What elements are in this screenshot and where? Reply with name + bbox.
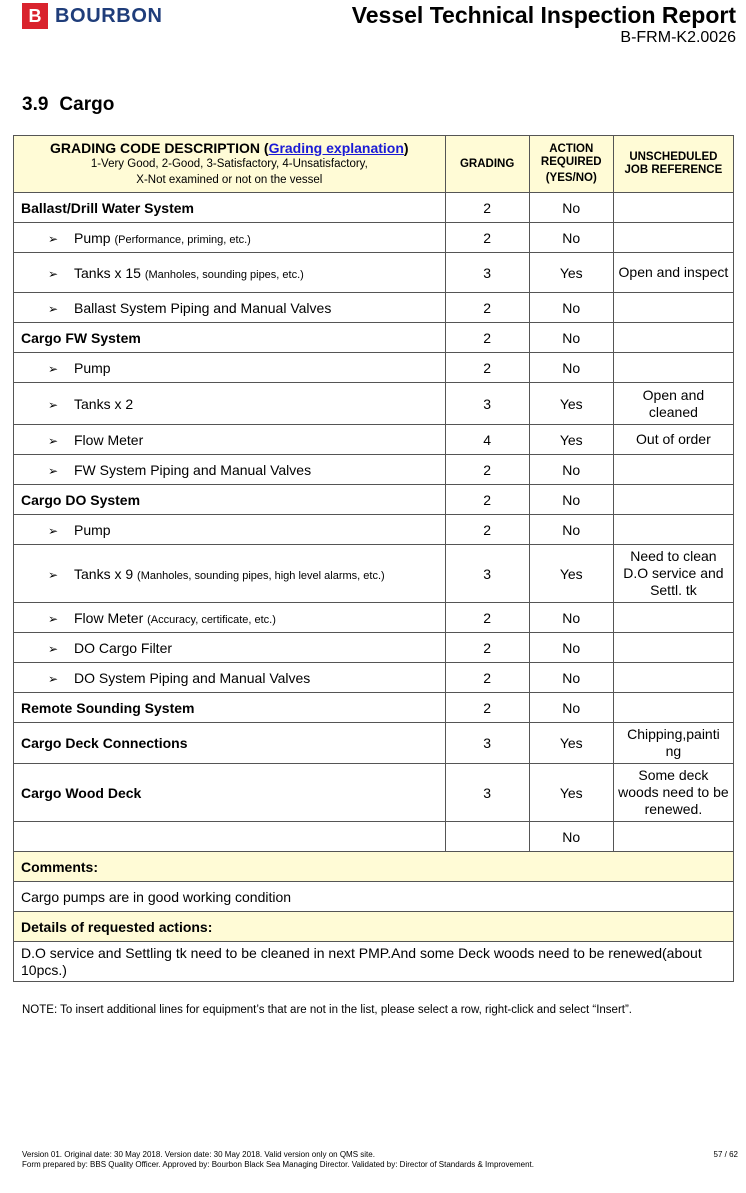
item-label: Pump (74, 229, 111, 246)
jobref-header-line1: UNSCHEDULED (629, 151, 718, 163)
table-row[interactable] (14, 223, 734, 253)
logo-mark-icon: B (22, 3, 48, 29)
action-required-cell[interactable]: No (529, 693, 613, 723)
item-note: (Accuracy, certificate, etc.) (147, 613, 276, 626)
comments-text[interactable]: Cargo pumps are in good working condition (14, 882, 734, 912)
job-reference-cell[interactable] (613, 633, 733, 663)
grading-cell[interactable]: 2 (445, 193, 529, 223)
item-cell (14, 663, 446, 693)
item-cell (14, 603, 446, 633)
grading-cell[interactable]: 3 (445, 723, 529, 764)
item-label: Cargo Wood Deck (21, 784, 142, 801)
job-reference-cell[interactable] (613, 515, 733, 545)
grading-cell[interactable]: 3 (445, 545, 529, 603)
action-required-cell[interactable]: Yes (529, 425, 613, 455)
header-desc-title: GRADING CODE DESCRIPTION ( (49, 140, 269, 156)
job-reference-cell[interactable] (613, 663, 733, 693)
arrow-bullet-icon: ➢ (48, 301, 59, 316)
arrow-bullet-icon: ➢ (48, 266, 59, 281)
grading-cell[interactable]: 2 (445, 455, 529, 485)
arrow-bullet-icon: ➢ (48, 523, 59, 538)
action-required-cell[interactable]: No (529, 515, 613, 545)
grading-header: GRADING (445, 136, 529, 193)
item-label: Flow Meter (74, 609, 144, 626)
action-required-cell[interactable]: No (529, 223, 613, 253)
action-required-cell[interactable]: No (529, 323, 613, 353)
arrow-bullet-icon: ➢ (48, 361, 59, 376)
grading-cell[interactable]: 3 (445, 253, 529, 293)
item-label: Tanks x 2 (74, 395, 134, 412)
arrow-bullet-icon: ➢ (48, 433, 59, 448)
table-row[interactable] (14, 723, 734, 764)
item-label: Ballast/Drill Water System (21, 199, 194, 216)
item-label: Pump (74, 521, 111, 538)
grading-cell[interactable]: 2 (445, 693, 529, 723)
item-cell (14, 353, 446, 383)
action-required-cell[interactable]: No (529, 485, 613, 515)
item-label: Ballast System Piping and Manual Valves (74, 299, 332, 316)
table-row[interactable] (14, 693, 734, 723)
item-cell (14, 323, 446, 353)
action-header-line1: ACTION (549, 143, 594, 155)
table-row[interactable] (14, 253, 734, 293)
table-row[interactable] (14, 603, 734, 633)
job-reference-cell[interactable]: Out of order (613, 425, 733, 455)
item-label: Cargo FW System (21, 329, 141, 346)
table-row[interactable] (14, 633, 734, 663)
details-label: Details of requested actions: (14, 912, 734, 942)
report-code: B-FRM-K2.0026 (620, 29, 736, 46)
item-note: (Manholes, sounding pipes, high level alarms, etc.) (137, 569, 385, 582)
grading-explanation-link[interactable]: Grading explanation (268, 140, 404, 156)
job-reference-cell[interactable]: Open and inspect (613, 253, 733, 293)
arrow-bullet-icon: ➢ (48, 463, 59, 478)
grading-cell[interactable]: 2 (445, 223, 529, 253)
action-required-cell[interactable]: No (529, 822, 613, 852)
table-row[interactable] (14, 353, 734, 383)
grading-cell[interactable]: 3 (445, 383, 529, 425)
item-label: DO System Piping and Manual Valves (74, 669, 311, 686)
table-row[interactable] (14, 455, 734, 485)
item-label: Remote Sounding System (21, 699, 195, 716)
item-cell (14, 193, 446, 223)
arrow-bullet-icon: ➢ (48, 231, 59, 246)
details-text[interactable]: D.O service and Settling tk need to be cleaned in next PMP.And some Deck woods need to be renewed(about 10pcs.) (14, 942, 734, 982)
table-header-row (14, 136, 734, 193)
grading-cell[interactable]: 4 (445, 425, 529, 455)
action-required-cell[interactable]: Yes (529, 253, 613, 293)
job-reference-cell[interactable]: Some deck woods need to be renewed. (613, 764, 733, 822)
action-required-cell[interactable]: No (529, 353, 613, 383)
page-header (0, 0, 746, 60)
arrow-bullet-icon: ➢ (48, 611, 59, 626)
item-cell (14, 822, 446, 852)
item-cell (14, 455, 446, 485)
grading-code-description-header (14, 136, 446, 193)
item-cell (14, 383, 446, 425)
action-required-header (529, 136, 613, 193)
item-cell (14, 425, 446, 455)
table-row[interactable] (14, 822, 734, 852)
item-note: (Performance, priming, etc.) (114, 233, 251, 246)
action-required-cell[interactable]: No (529, 663, 613, 693)
item-note: (Manholes, sounding pipes, etc.) (144, 268, 304, 281)
grading-cell[interactable] (445, 822, 529, 852)
footer-version: Version 01. Original date: 30 May 2018. Version date: 30 May 2018. Valid version only on QMS site. (22, 1150, 375, 1159)
table-row[interactable] (14, 485, 734, 515)
table-row[interactable] (14, 663, 734, 693)
item-cell (14, 485, 446, 515)
item-label: FW System Piping and Manual Valves (74, 461, 312, 478)
item-cell (14, 723, 446, 764)
item-label: Tanks x 9 (74, 565, 134, 582)
job-reference-cell[interactable] (613, 485, 733, 515)
item-cell (14, 633, 446, 663)
job-reference-cell[interactable]: Chipping,painti ng (613, 723, 733, 764)
item-cell (14, 545, 446, 603)
action-required-cell[interactable]: No (529, 193, 613, 223)
item-cell (14, 515, 446, 545)
job-reference-cell[interactable] (613, 603, 733, 633)
logo-text: BOURBON (55, 4, 163, 27)
table-row[interactable] (14, 764, 734, 822)
table-row[interactable] (14, 425, 734, 455)
page-number: 57 / 62 (713, 1150, 738, 1159)
footer-prepared-by: Form prepared by: BBS Quality Officer. Approved by: Bourbon Black Sea Managing Director. Validated by: Director of Standards & Improvement. (22, 1160, 534, 1169)
jobref-header-line2: JOB REFERENCE (624, 164, 723, 176)
arrow-bullet-icon: ➢ (48, 567, 59, 582)
grading-cell[interactable]: 2 (445, 515, 529, 545)
insert-lines-note: NOTE: To insert additional lines for equipment’s that are not in the list, please select a row, right-click and select “Insert”. (22, 1004, 633, 1016)
item-cell (14, 764, 446, 822)
item-cell (14, 693, 446, 723)
comments-label: Comments: (14, 852, 734, 882)
section-title (22, 94, 114, 116)
job-reference-cell[interactable]: Open and cleaned (613, 383, 733, 425)
report-title: Vessel Technical Inspection Report (351, 2, 736, 28)
item-label: Flow Meter (74, 431, 144, 448)
grading-cell[interactable]: 2 (445, 603, 529, 633)
arrow-bullet-icon: ➢ (48, 397, 59, 412)
table-row[interactable] (14, 293, 734, 323)
details-label-row (14, 912, 734, 942)
item-label: Pump (74, 359, 111, 376)
job-reference-cell[interactable] (613, 353, 733, 383)
action-header-line3: (YES/NO) (545, 172, 597, 184)
details-text-row (14, 942, 734, 982)
table-row[interactable] (14, 383, 734, 425)
action-required-cell[interactable]: No (529, 633, 613, 663)
section-name: Cargo (59, 94, 115, 115)
job-reference-header (613, 136, 733, 193)
action-required-cell[interactable]: Yes (529, 723, 613, 764)
grading-cell[interactable]: 2 (445, 485, 529, 515)
inspection-table (13, 135, 734, 982)
item-label: Cargo DO System (21, 491, 141, 508)
grading-cell[interactable]: 2 (445, 353, 529, 383)
grading-cell[interactable]: 2 (445, 633, 529, 663)
grading-scale-line1: 1-Very Good, 2-Good, 3-Satisfactory, 4-Unsatisfactory, (90, 158, 368, 170)
grading-scale-line2: X-Not examined or not on the vessel (136, 174, 323, 186)
grading-cell[interactable]: 2 (445, 293, 529, 323)
action-required-cell[interactable]: No (529, 603, 613, 633)
job-reference-cell[interactable] (613, 822, 733, 852)
job-reference-cell[interactable] (613, 323, 733, 353)
table-row[interactable] (14, 193, 734, 223)
item-cell (14, 223, 446, 253)
action-required-cell[interactable]: No (529, 293, 613, 323)
action-header-line2: REQUIRED (540, 156, 602, 168)
table-row[interactable] (14, 545, 734, 603)
arrow-bullet-icon: ➢ (48, 641, 59, 656)
item-label: Cargo Deck Connections (21, 735, 188, 751)
job-reference-cell[interactable]: Need to clean D.O service and Settl. tk (613, 545, 733, 603)
grading-cell[interactable]: 3 (445, 764, 529, 822)
table-row[interactable] (14, 515, 734, 545)
grading-cell[interactable]: 2 (445, 323, 529, 353)
item-label: Tanks x 15 (74, 264, 141, 281)
grading-cell[interactable]: 2 (445, 663, 529, 693)
table-row[interactable] (14, 323, 734, 353)
action-required-cell[interactable]: Yes (529, 764, 613, 822)
job-reference-cell[interactable] (613, 223, 733, 253)
job-reference-cell[interactable] (613, 455, 733, 485)
job-reference-cell[interactable] (613, 293, 733, 323)
comments-label-row (14, 852, 734, 882)
bourbon-logo (22, 3, 163, 29)
arrow-bullet-icon: ➢ (48, 671, 59, 686)
item-label: DO Cargo Filter (74, 639, 173, 656)
job-reference-cell[interactable] (613, 193, 733, 223)
job-reference-cell[interactable] (613, 693, 733, 723)
action-required-cell[interactable]: No (529, 455, 613, 485)
action-required-cell[interactable]: Yes (529, 383, 613, 425)
item-cell (14, 293, 446, 323)
item-cell (14, 253, 446, 293)
comments-text-row (14, 882, 734, 912)
action-required-cell[interactable]: Yes (529, 545, 613, 603)
header-desc-close: ) (403, 140, 409, 156)
section-number: 3.9 (22, 94, 49, 115)
